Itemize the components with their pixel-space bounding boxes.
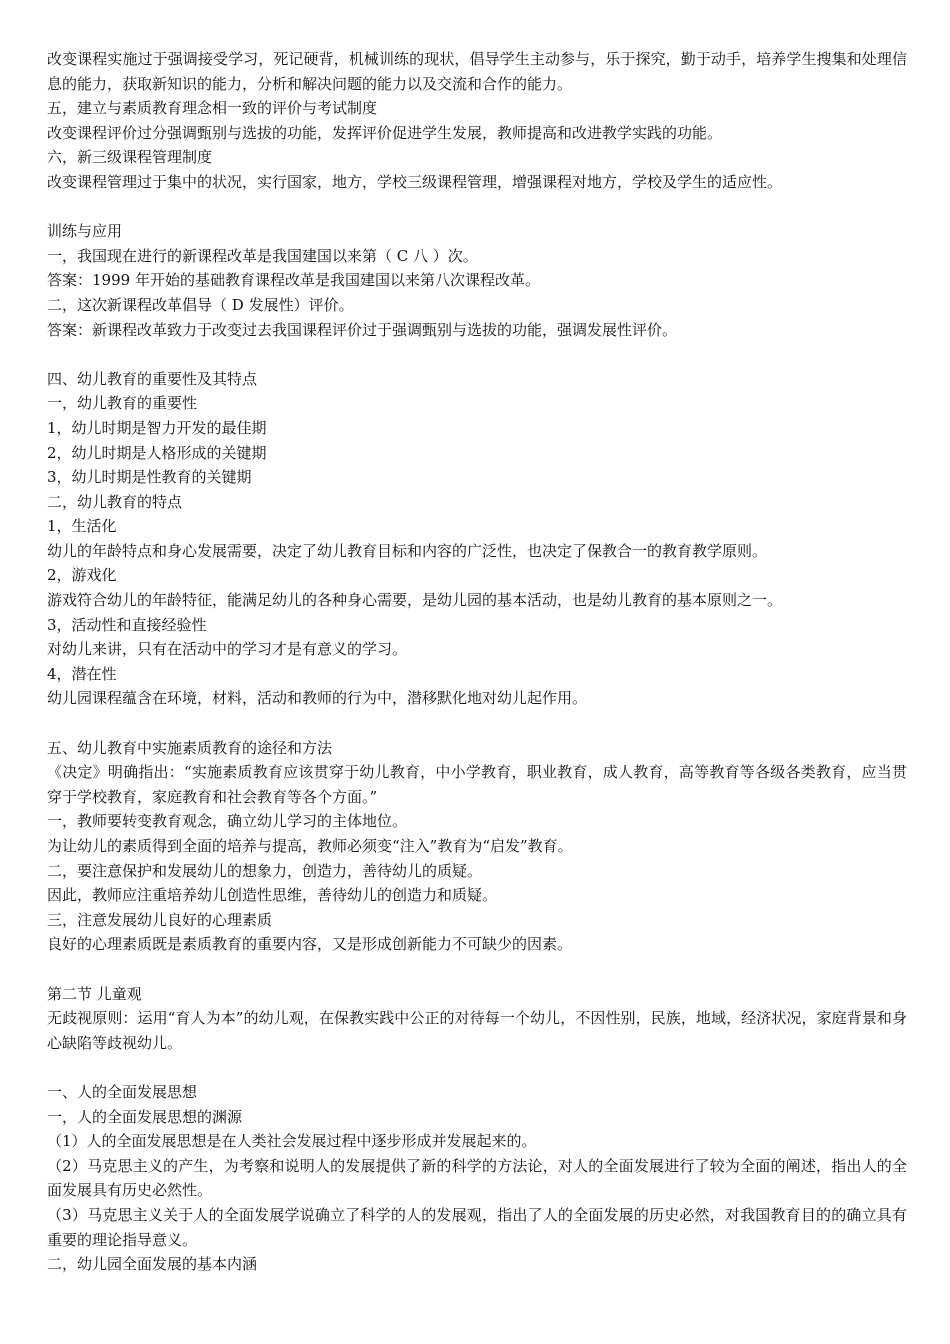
heading-curriculum-management: 六，新三级课程管理制度 [47, 148, 213, 167]
list-item: 一，教师要转变教育观念，确立幼儿学习的主体地位。 [47, 812, 408, 831]
paragraph-non-discrimination: 无歧视原则：运用“育人为本”的幼儿观，在保教实践中公正的对待每一个幼儿，不因性别，民族，地域，经济状况，家庭背景和身心缺陷等歧视幼儿。 [47, 1009, 907, 1052]
list-item: （1）人的全面发展思想是在人类社会发展过程中逐步形成并发展起来的。 [47, 1132, 537, 1151]
paragraph: 幼儿园课程蕴含在环境，材料，活动和教师的行为中，潜移默化地对幼儿起作用。 [47, 689, 588, 708]
answer-2: 答案：新课程改革致力于改变过去我国课程评价过于强调甄别与选拔的功能，强调发展性评价。 [47, 320, 678, 339]
paragraph: 良好的心理素质既是素质教育的重要内容，又是形成创新能力不可缺少的因素。 [47, 935, 573, 954]
list-item: （2）马克思主义的产生，为考察和说明人的发展提供了新的科学的方法论，对人的全面发展进行了较为全面的阐述，指出人的全面发展具有历史必然性。 [47, 1156, 907, 1200]
blank-line [47, 957, 907, 982]
list-item: 二，要注意保护和发展幼儿的想象力，创造力，善待幼儿的质疑。 [47, 861, 483, 880]
list-item: 三，注意发展幼儿良好的心理素质 [47, 910, 273, 929]
subheading-importance: 一，幼儿教育的重要性 [47, 394, 198, 413]
paragraph: 对幼儿来讲，只有在活动中的学习才是有意义的学习。 [47, 640, 408, 659]
subheading-origin: 一，人的全面发展思想的渊源 [47, 1107, 243, 1126]
section-heading-child-view: 第二节 儿童观 [47, 984, 142, 1003]
list-item: 3，活动性和直接经验性 [47, 615, 207, 634]
heading-all-round-development: 一、人的全面发展思想 [47, 1082, 198, 1101]
heading-quality-education-methods: 五、幼儿教育中实施素质教育的途径和方法 [47, 738, 333, 757]
paragraph-curriculum-implementation: 改变课程实施过于强调接受学习，死记硬背，机械训练的现状，倡导学生主动参与，乐于探究，勤于动手，培养学生搜集和处理信息的能力，获取新知识的能力，分析和解决问题的能力以及交流和合作的能力。 [47, 50, 907, 93]
paragraph-decision-quote: 《决定》明确指出：“实施素质教育应该贯穿于幼儿教育，中小学教育，职业教育，成人教育，高等教育等各级各类教育，应当贯穿于学校教育，家庭教育和社会教育等各个方面。” [47, 763, 907, 806]
document-page [47, 47, 907, 1277]
paragraph-curriculum-management: 改变课程管理过于集中的状况，实行国家，地方，学校三级课程管理，增强课程对地方，学校及学生的适应性。 [47, 172, 783, 191]
heading-training-application: 训练与应用 [47, 222, 123, 241]
list-item: （3）马克思主义关于人的全面发展学说确立了科学的人的发展观，指出了人的全面发展的历史必然，对我国教育目的的确立具有重要的理论指导意义。 [47, 1205, 907, 1249]
paragraph: 游戏符合幼儿的年龄特征，能满足幼儿的各种身心需要，是幼儿园的基本活动，也是幼儿教育的基本原则之一。 [47, 591, 783, 610]
heading-evaluation-system: 五，建立与素质教育理念相一致的评价与考试制度 [47, 99, 378, 118]
list-item: 2，游戏化 [47, 566, 117, 585]
subheading-basic-connotation: 二，幼儿园全面发展的基本内涵 [47, 1255, 258, 1274]
question-2: 二，这次新课程改革倡导（ D 发展性）评价。 [47, 295, 354, 314]
list-item: 1，幼儿时期是智力开发的最佳期 [47, 418, 267, 437]
paragraph: 幼儿的年龄特点和身心发展需要，决定了幼儿教育目标和内容的广泛性，也决定了保教合一的教育教学原则。 [47, 541, 768, 560]
heading-early-education-importance: 四、幼儿教育的重要性及其特点 [47, 369, 258, 388]
list-item: 3，幼儿时期是性教育的关键期 [47, 468, 252, 487]
paragraph: 为让幼儿的素质得到全面的培养与提高，教师必须变“注入”教育为“启发”教育。 [47, 837, 573, 855]
blank-line [47, 711, 907, 736]
list-item: 2，幼儿时期是人格形成的关键期 [47, 443, 267, 462]
paragraph: 因此，教师应注重培养幼儿创造性思维，善待幼儿的创造力和质疑。 [47, 886, 498, 905]
answer-1: 答案：1999 年开始的基础教育课程改革是我国建国以来第八次课程改革。 [47, 271, 540, 290]
list-item: 4，潜在性 [47, 664, 117, 683]
blank-line [47, 342, 907, 367]
list-item: 1，生活化 [47, 517, 117, 536]
question-1: 一，我国现在进行的新课程改革是我国建国以来第（ C 八 ）次。 [47, 246, 478, 265]
blank-line [47, 195, 907, 220]
paragraph-evaluation: 改变课程评价过分强调甄别与选拔的功能，发挥评价促进学生发展，教师提高和改进教学实践的功能。 [47, 123, 723, 142]
blank-line [47, 1055, 907, 1080]
subheading-characteristics: 二，幼儿教育的特点 [47, 492, 183, 511]
